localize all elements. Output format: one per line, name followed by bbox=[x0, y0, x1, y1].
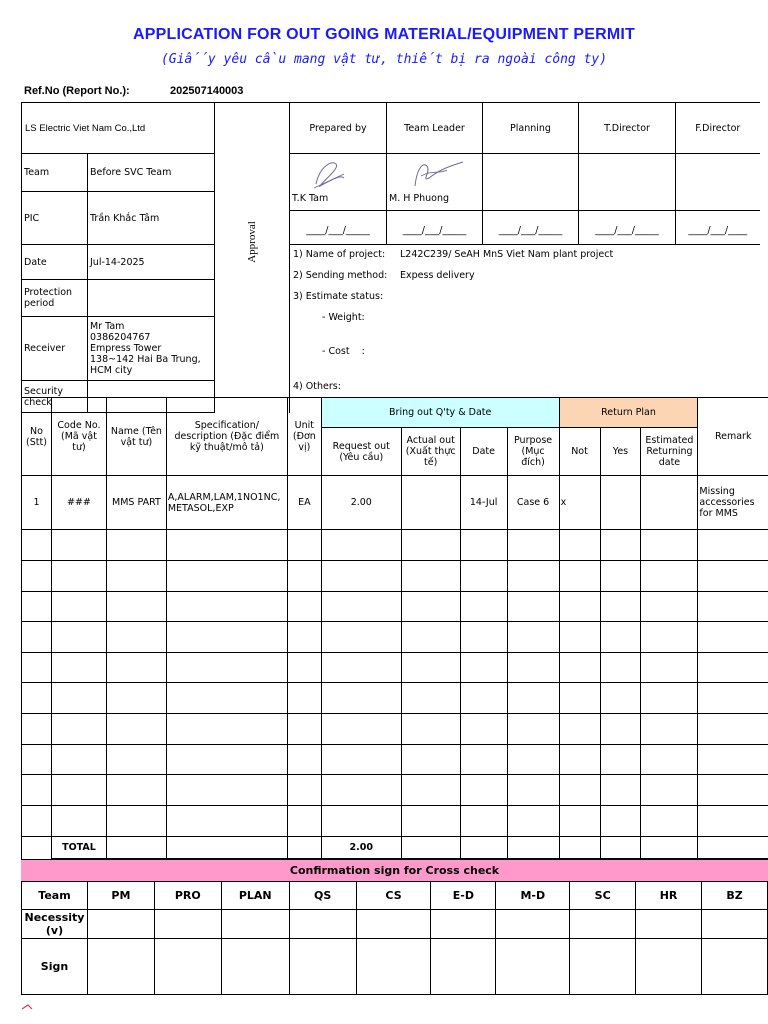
empty-cell bbox=[287, 775, 321, 806]
cell-unit: EA bbox=[287, 476, 321, 530]
receiver-line: 0386204767 bbox=[90, 332, 151, 343]
empty-cell bbox=[698, 622, 768, 653]
date-line-prepared: ____/___/_____ bbox=[290, 211, 387, 245]
col-actual-out: Actual out (Xuất thực tế) bbox=[401, 428, 460, 476]
sign-cell[interactable] bbox=[221, 939, 289, 995]
cost-label: - Cost : bbox=[322, 346, 365, 357]
empty-cell bbox=[641, 561, 698, 592]
sign-cell[interactable] bbox=[570, 939, 636, 995]
role-f-director: F.Director bbox=[676, 103, 760, 154]
confirmation-banner: Confirmation sign for Cross check bbox=[21, 859, 768, 881]
team-m-d: M-D bbox=[496, 882, 570, 910]
pic-label: PIC bbox=[22, 192, 88, 245]
sign-cell[interactable] bbox=[636, 939, 702, 995]
table-row bbox=[22, 775, 768, 806]
empty-cell bbox=[698, 745, 768, 775]
empty-cell bbox=[321, 530, 401, 561]
role-prepared-by: Prepared by bbox=[290, 103, 387, 154]
empty-cell bbox=[321, 592, 401, 622]
empty-cell bbox=[287, 714, 321, 745]
signature-team-leader bbox=[407, 156, 467, 196]
cell-remark: Missing accessories for MMS bbox=[698, 476, 768, 530]
others-label: 4) Others: bbox=[293, 381, 341, 392]
cell-code: ### bbox=[51, 476, 106, 530]
team-header-label: Team bbox=[22, 882, 88, 910]
sign-cell[interactable] bbox=[289, 939, 356, 995]
table-row bbox=[22, 622, 768, 653]
date-line-t-director: ____/___/_____ bbox=[579, 211, 676, 245]
cell-actual bbox=[401, 476, 460, 530]
empty-cell bbox=[106, 683, 166, 714]
sending-method-label: 2) Sending method: bbox=[293, 270, 388, 281]
necessity-cell[interactable] bbox=[289, 910, 356, 939]
empty-cell bbox=[287, 561, 321, 592]
empty-cell bbox=[166, 561, 287, 592]
col-est-return: Estimated Returning date bbox=[641, 428, 698, 476]
team-sc: SC bbox=[570, 882, 636, 910]
empty-cell bbox=[460, 592, 507, 622]
table-row bbox=[22, 683, 768, 714]
empty-cell bbox=[401, 561, 460, 592]
empty-cell bbox=[22, 714, 52, 745]
total-label: TOTAL bbox=[51, 837, 106, 859]
team-pm: PM bbox=[87, 882, 154, 910]
empty-cell bbox=[559, 561, 600, 592]
empty-cell bbox=[460, 653, 507, 683]
necessity-cell[interactable] bbox=[221, 910, 289, 939]
table-row bbox=[22, 476, 768, 530]
empty-cell bbox=[22, 775, 52, 806]
security-label: Security check bbox=[22, 381, 88, 413]
col-return-plan: Return Plan bbox=[559, 398, 698, 428]
empty-cell bbox=[460, 775, 507, 806]
empty-cell bbox=[559, 622, 600, 653]
sign-box-t-director bbox=[579, 154, 676, 211]
empty-cell bbox=[698, 592, 768, 622]
empty-cell bbox=[106, 530, 166, 561]
document-subtitle: (Giấ´y yêu câ`u mang vật tư, thiê´t bị ra ngoài công ty) bbox=[160, 52, 608, 67]
necessity-cell[interactable] bbox=[496, 910, 570, 939]
empty-cell bbox=[287, 592, 321, 622]
empty-cell bbox=[401, 745, 460, 775]
empty-cell bbox=[287, 653, 321, 683]
empty-cell bbox=[22, 745, 52, 775]
empty-cell bbox=[22, 592, 52, 622]
empty-cell bbox=[507, 530, 559, 561]
empty-cell bbox=[559, 714, 600, 745]
date-line-planning: ____/___/_____ bbox=[483, 211, 579, 245]
empty-cell bbox=[321, 653, 401, 683]
cell-spec: A,ALARM,LAM,1NO1NC, METASOL,EXP bbox=[166, 476, 287, 530]
document-title: APPLICATION FOR OUT GOING MATERIAL/EQUIPMENT PERMIT bbox=[132, 26, 636, 43]
empty-cell bbox=[600, 745, 641, 775]
cross-check-header bbox=[22, 882, 768, 910]
necessity-cell[interactable] bbox=[570, 910, 636, 939]
col-no: No (Stt) bbox=[22, 398, 52, 476]
empty-cell bbox=[460, 745, 507, 775]
empty-cell bbox=[321, 683, 401, 714]
project-name-line bbox=[293, 249, 614, 260]
empty-cell bbox=[287, 745, 321, 775]
pic-value: Trần Khắc Tâm bbox=[88, 192, 215, 245]
receiver-value bbox=[88, 317, 215, 381]
empty-cell bbox=[106, 745, 166, 775]
approval-column bbox=[215, 103, 290, 381]
empty-cell bbox=[51, 530, 106, 561]
empty-cell bbox=[641, 775, 698, 806]
sign-cell[interactable] bbox=[702, 939, 768, 995]
project-info bbox=[290, 245, 760, 413]
empty-cell bbox=[698, 714, 768, 745]
empty-cell bbox=[166, 653, 287, 683]
col-spec: Specification/ description (Đặc điểm kỹ thuật/mô tả) bbox=[166, 398, 287, 476]
sign-cell[interactable] bbox=[154, 939, 221, 995]
empty-cell bbox=[600, 653, 641, 683]
empty-cell bbox=[51, 622, 106, 653]
empty-cell bbox=[106, 775, 166, 806]
cell-yes bbox=[600, 476, 641, 530]
empty-cell bbox=[559, 653, 600, 683]
empty-cell bbox=[106, 714, 166, 745]
role-t-director: T.Director bbox=[579, 103, 676, 154]
table-row bbox=[22, 592, 768, 622]
footer-logo-fragment bbox=[20, 1004, 50, 1010]
empty-cell bbox=[166, 806, 287, 837]
empty-cell bbox=[600, 530, 641, 561]
empty-cell bbox=[22, 806, 52, 837]
empty-cell bbox=[600, 622, 641, 653]
empty-cell bbox=[600, 683, 641, 714]
team-value: Before SVC Team bbox=[88, 154, 215, 192]
empty-cell bbox=[559, 745, 600, 775]
col-date: Date bbox=[460, 428, 507, 476]
sign-label: Sign bbox=[22, 939, 88, 995]
total-blank bbox=[460, 837, 507, 859]
empty-cell bbox=[22, 622, 52, 653]
empty-cell bbox=[321, 714, 401, 745]
empty-cell bbox=[559, 806, 600, 837]
empty-cell bbox=[51, 745, 106, 775]
empty-cell bbox=[460, 561, 507, 592]
empty-cell bbox=[600, 561, 641, 592]
empty-cell bbox=[698, 775, 768, 806]
total-blank bbox=[559, 837, 600, 859]
empty-cell bbox=[600, 806, 641, 837]
empty-cell bbox=[401, 714, 460, 745]
date-value: Jul-14-2025 bbox=[88, 245, 215, 280]
cell-name: MMS PART bbox=[106, 476, 166, 530]
empty-cell bbox=[559, 775, 600, 806]
empty-cell bbox=[460, 530, 507, 561]
empty-cell bbox=[641, 745, 698, 775]
empty-cell bbox=[460, 683, 507, 714]
receiver-label: Receiver bbox=[22, 317, 88, 381]
team-pro: PRO bbox=[154, 882, 221, 910]
empty-cell bbox=[321, 806, 401, 837]
col-yes: Yes bbox=[600, 428, 641, 476]
necessity-row bbox=[22, 910, 768, 939]
receiver-line: Empress Tower bbox=[90, 343, 162, 354]
signature-prepared bbox=[310, 156, 350, 196]
estimate-status-label: 3) Estimate status: bbox=[293, 291, 384, 302]
table-row bbox=[22, 653, 768, 683]
team-cs: CS bbox=[356, 882, 431, 910]
necessity-cell[interactable] bbox=[356, 910, 431, 939]
receiver-line: Mr Tam bbox=[90, 321, 125, 332]
project-name-value: L242C239/ SeAH MnS Viet Nam plant project bbox=[400, 249, 614, 260]
total-blank bbox=[287, 837, 321, 859]
empty-cell bbox=[698, 683, 768, 714]
date-label: Date bbox=[22, 245, 88, 280]
col-request-out: Request out (Yêu cầu) bbox=[321, 428, 401, 476]
team-hr: HR bbox=[636, 882, 702, 910]
signer-team-leader: M. H Phuong bbox=[389, 193, 450, 204]
empty-cell bbox=[641, 622, 698, 653]
table-row bbox=[22, 745, 768, 775]
empty-cell bbox=[507, 714, 559, 745]
ref-value: 202507140003 bbox=[170, 85, 244, 97]
necessity-cell[interactable] bbox=[702, 910, 768, 939]
empty-cell bbox=[559, 683, 600, 714]
empty-cell bbox=[321, 561, 401, 592]
total-blank bbox=[698, 837, 768, 859]
empty-cell bbox=[641, 653, 698, 683]
empty-cell bbox=[698, 561, 768, 592]
empty-cell bbox=[321, 775, 401, 806]
team-qs: QS bbox=[289, 882, 356, 910]
sign-cell[interactable] bbox=[356, 939, 431, 995]
empty-cell bbox=[600, 775, 641, 806]
empty-cell bbox=[166, 592, 287, 622]
empty-cell bbox=[51, 806, 106, 837]
total-blank bbox=[166, 837, 287, 859]
empty-cell bbox=[51, 592, 106, 622]
empty-cell bbox=[287, 683, 321, 714]
team-e-d: E-D bbox=[431, 882, 496, 910]
empty-cell bbox=[600, 592, 641, 622]
table-row bbox=[22, 806, 768, 837]
sign-cell[interactable] bbox=[431, 939, 496, 995]
empty-cell bbox=[166, 530, 287, 561]
col-unit: Unit (Đơn vị) bbox=[287, 398, 321, 476]
empty-cell bbox=[698, 653, 768, 683]
total-blank bbox=[600, 837, 641, 859]
empty-cell bbox=[51, 714, 106, 745]
empty-cell bbox=[401, 592, 460, 622]
empty-cell bbox=[507, 745, 559, 775]
empty-cell bbox=[51, 653, 106, 683]
empty-cell bbox=[600, 714, 641, 745]
sign-cell[interactable] bbox=[496, 939, 570, 995]
receiver-line: HCM city bbox=[90, 365, 133, 376]
empty-cell bbox=[51, 775, 106, 806]
header-table bbox=[21, 102, 760, 413]
empty-cell bbox=[166, 622, 287, 653]
sign-box-planning bbox=[483, 154, 579, 211]
total-blank bbox=[401, 837, 460, 859]
cell-est-return bbox=[641, 476, 698, 530]
col-not: Not bbox=[559, 428, 600, 476]
empty-cell bbox=[166, 714, 287, 745]
total-row bbox=[22, 837, 768, 859]
ref-number bbox=[24, 85, 244, 97]
sign-box-team-leader bbox=[387, 154, 483, 211]
team-label: Team bbox=[22, 154, 88, 192]
sending-method-value: Expess delivery bbox=[400, 270, 475, 281]
total-spacer bbox=[22, 837, 52, 859]
table-row bbox=[22, 530, 768, 561]
empty-cell bbox=[698, 530, 768, 561]
empty-cell bbox=[287, 806, 321, 837]
empty-cell bbox=[106, 561, 166, 592]
col-code: Code No. (Mã vật tư) bbox=[51, 398, 106, 476]
cross-check-table bbox=[21, 881, 768, 995]
total-value: 2.00 bbox=[321, 837, 401, 859]
role-team-leader: Team Leader bbox=[387, 103, 483, 154]
empty-cell bbox=[507, 775, 559, 806]
empty-cell bbox=[166, 745, 287, 775]
empty-cell bbox=[507, 683, 559, 714]
protection-value bbox=[88, 280, 215, 317]
empty-cell bbox=[641, 806, 698, 837]
items-table bbox=[21, 397, 768, 859]
necessity-cell[interactable] bbox=[431, 910, 496, 939]
empty-cell bbox=[698, 806, 768, 837]
empty-rows bbox=[22, 530, 768, 837]
total-blank bbox=[507, 837, 559, 859]
empty-cell bbox=[106, 653, 166, 683]
empty-cell bbox=[507, 592, 559, 622]
empty-cell bbox=[22, 530, 52, 561]
necessity-label: Necessity (v) bbox=[22, 910, 88, 939]
signer-prepared: T.K Tam bbox=[292, 193, 329, 204]
ref-label: Ref.No (Report No.): bbox=[24, 85, 130, 97]
empty-cell bbox=[106, 592, 166, 622]
empty-cell bbox=[401, 622, 460, 653]
role-planning: Planning bbox=[483, 103, 579, 154]
company-name: LS Electric Viet Nam Co.,Ltd bbox=[22, 103, 215, 154]
protection-label: Protection period bbox=[22, 280, 88, 317]
cell-purpose: Case 6 bbox=[507, 476, 559, 530]
cell-not: x bbox=[559, 476, 600, 530]
empty-cell bbox=[22, 683, 52, 714]
necessity-cell[interactable] bbox=[87, 910, 154, 939]
cell-no: 1 bbox=[22, 476, 52, 530]
empty-cell bbox=[166, 683, 287, 714]
table-row bbox=[22, 714, 768, 745]
sign-cell[interactable] bbox=[87, 939, 154, 995]
necessity-cell[interactable] bbox=[154, 910, 221, 939]
empty-cell bbox=[460, 806, 507, 837]
total-blank bbox=[641, 837, 698, 859]
weight-label: - Weight: bbox=[322, 312, 365, 323]
col-remark: Remark bbox=[698, 398, 768, 476]
empty-cell bbox=[51, 683, 106, 714]
table-row bbox=[22, 561, 768, 592]
cell-request: 2.00 bbox=[321, 476, 401, 530]
empty-cell bbox=[401, 530, 460, 561]
sign-box-prepared bbox=[290, 154, 387, 211]
empty-cell bbox=[321, 745, 401, 775]
empty-cell bbox=[51, 561, 106, 592]
sign-box-f-director bbox=[676, 154, 760, 211]
receiver-line: 138~142 Hai Ba Trung, bbox=[90, 354, 201, 365]
team-plan: PLAN bbox=[221, 882, 289, 910]
empty-cell bbox=[22, 561, 52, 592]
empty-cell bbox=[559, 530, 600, 561]
necessity-cell[interactable] bbox=[636, 910, 702, 939]
empty-cell bbox=[401, 806, 460, 837]
empty-cell bbox=[507, 561, 559, 592]
empty-cell bbox=[166, 775, 287, 806]
empty-cell bbox=[401, 775, 460, 806]
approval-label: Approval bbox=[246, 220, 258, 263]
team-bz: BZ bbox=[702, 882, 768, 910]
empty-cell bbox=[22, 653, 52, 683]
empty-cell bbox=[641, 592, 698, 622]
empty-cell bbox=[641, 683, 698, 714]
col-bring-out: Bring out Q'ty & Date bbox=[321, 398, 559, 428]
empty-cell bbox=[460, 622, 507, 653]
empty-cell bbox=[287, 530, 321, 561]
date-line-f-director: ____/___/____ bbox=[676, 211, 760, 245]
date-line-team-leader: ____/___/_____ bbox=[387, 211, 483, 245]
empty-cell bbox=[507, 622, 559, 653]
empty-cell bbox=[287, 622, 321, 653]
empty-cell bbox=[559, 592, 600, 622]
empty-cell bbox=[106, 806, 166, 837]
sign-row bbox=[22, 939, 768, 995]
empty-cell bbox=[401, 683, 460, 714]
empty-cell bbox=[401, 653, 460, 683]
empty-cell bbox=[460, 714, 507, 745]
col-name: Name (Tên vật tư) bbox=[106, 398, 166, 476]
sending-method-line bbox=[293, 270, 475, 281]
empty-cell bbox=[106, 622, 166, 653]
total-blank bbox=[106, 837, 166, 859]
empty-cell bbox=[321, 622, 401, 653]
empty-cell bbox=[641, 530, 698, 561]
cell-date: 14-Jul bbox=[460, 476, 507, 530]
empty-cell bbox=[507, 806, 559, 837]
col-purpose: Purpose (Mục đích) bbox=[507, 428, 559, 476]
empty-cell bbox=[641, 714, 698, 745]
empty-cell bbox=[507, 653, 559, 683]
project-name-label: 1) Name of project: bbox=[293, 249, 386, 260]
